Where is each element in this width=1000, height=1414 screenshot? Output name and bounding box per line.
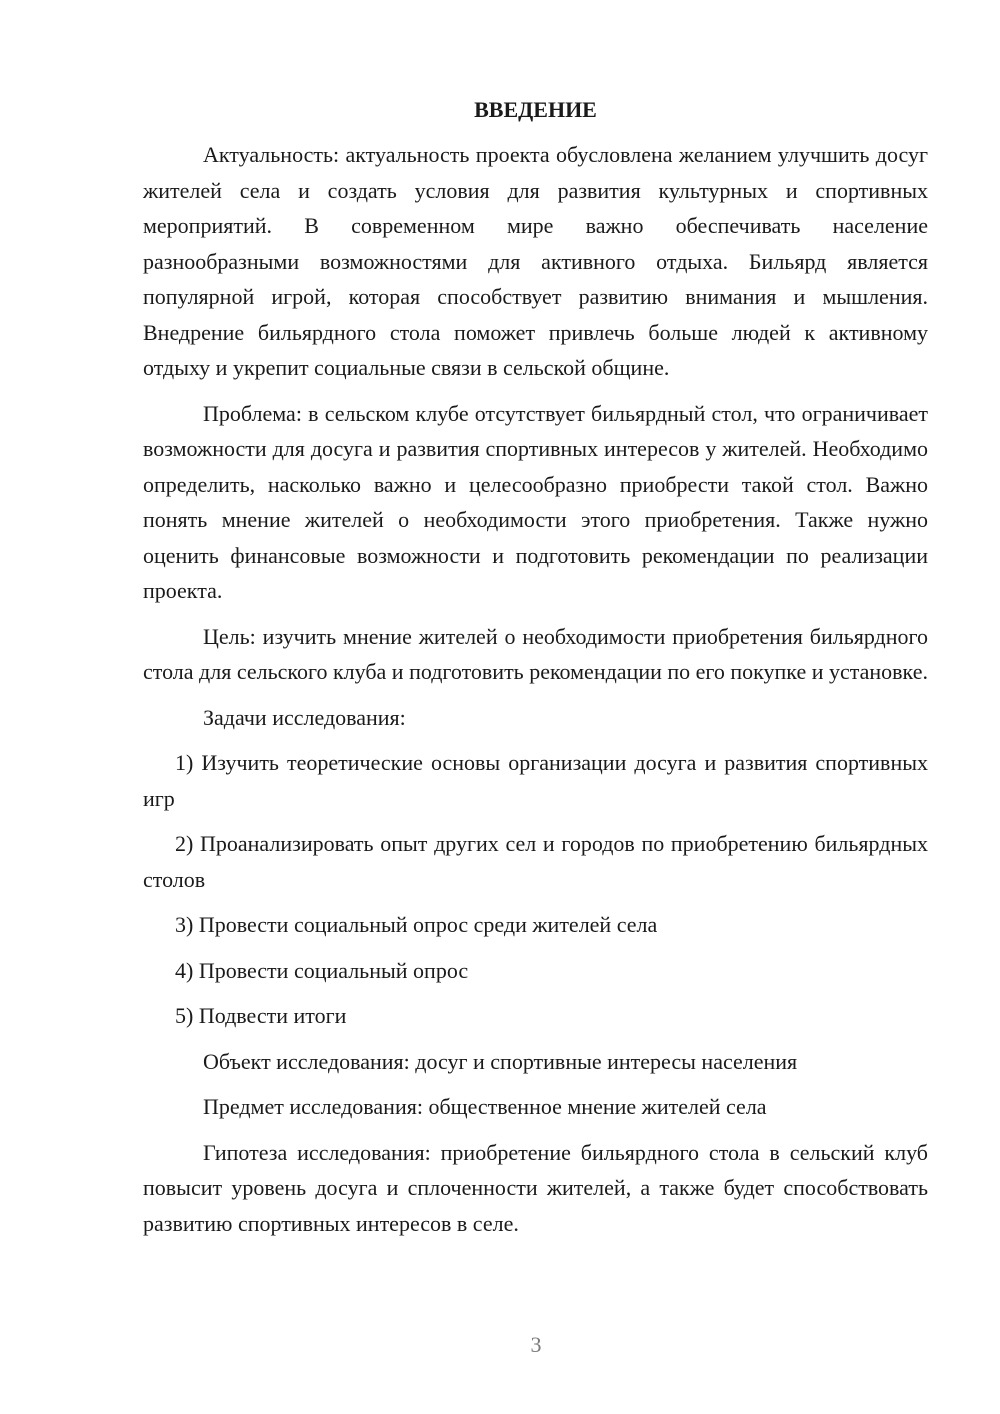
problem-paragraph: Проблема: в сельском клубе отсутствует бильярдный стол, что ограничивает возможности для досуга и развития спортивных интересов у жителей. Необходимо определить, насколько важно и целесообразно приобрести такой стол. Важно понять мнение жителей о необходимости этого приобретения. Также нужно оценить финансовые возможности и подготовить рекомендации по реализации проекта. [143,400,928,603]
list-item: 4) Провести социальный опрос [175,957,469,983]
subject-paragraph: Предмет исследования: общественное мнение жителей села [203,1094,767,1119]
list-item: 3) Провести социальный опрос среди жителей села [175,912,658,937]
hypothesis-paragraph: Гипотеза исследования: приобретение бильярдного стола в сельский клуб повысит уровень досуга и сплоченности жителей, а также будет способствовать развитию спортивных интересов в селе. [143,1139,928,1236]
list-item: 2) Проанализировать опыт других сел и городов по приобретению бильярдных столов [143,831,928,892]
list-item: 5) Подвести итоги [175,1003,347,1028]
document-page [143,92,928,1241]
tasks-intro: Задачи исследования: [203,704,406,730]
goal-paragraph: Цель: изучить мнение жителей о необходимости приобретения бильярдного стола для сельского клуба и подготовить рекомендации по его покупке и установке. [143,623,928,684]
tasks-list [143,745,928,1034]
object-paragraph: Объект исследования: досуг и спортивные интересы населения [203,1048,798,1074]
page-title: ВВЕДЕНИЕ [474,97,597,122]
page-number: 3 [530,1332,542,1357]
list-item: 1) Изучить теоретические основы организации досуга и развития спортивных игр [143,750,928,811]
relevance-paragraph: Актуальность: актуальность проекта обусловлена желанием улучшить досуг жителей села и создать условия для развития культурных и спортивных мероприятий. В современном мире важно обеспечивать население разнообразными возможностями для активного отдыха. Бильярд является популярной игрой, которая способствует развитию внимания и мышления. Внедрение бильярдного стола поможет привлечь больше людей к активному отдыху и укрепит социальные связи в сельской общине. [143,142,928,380]
